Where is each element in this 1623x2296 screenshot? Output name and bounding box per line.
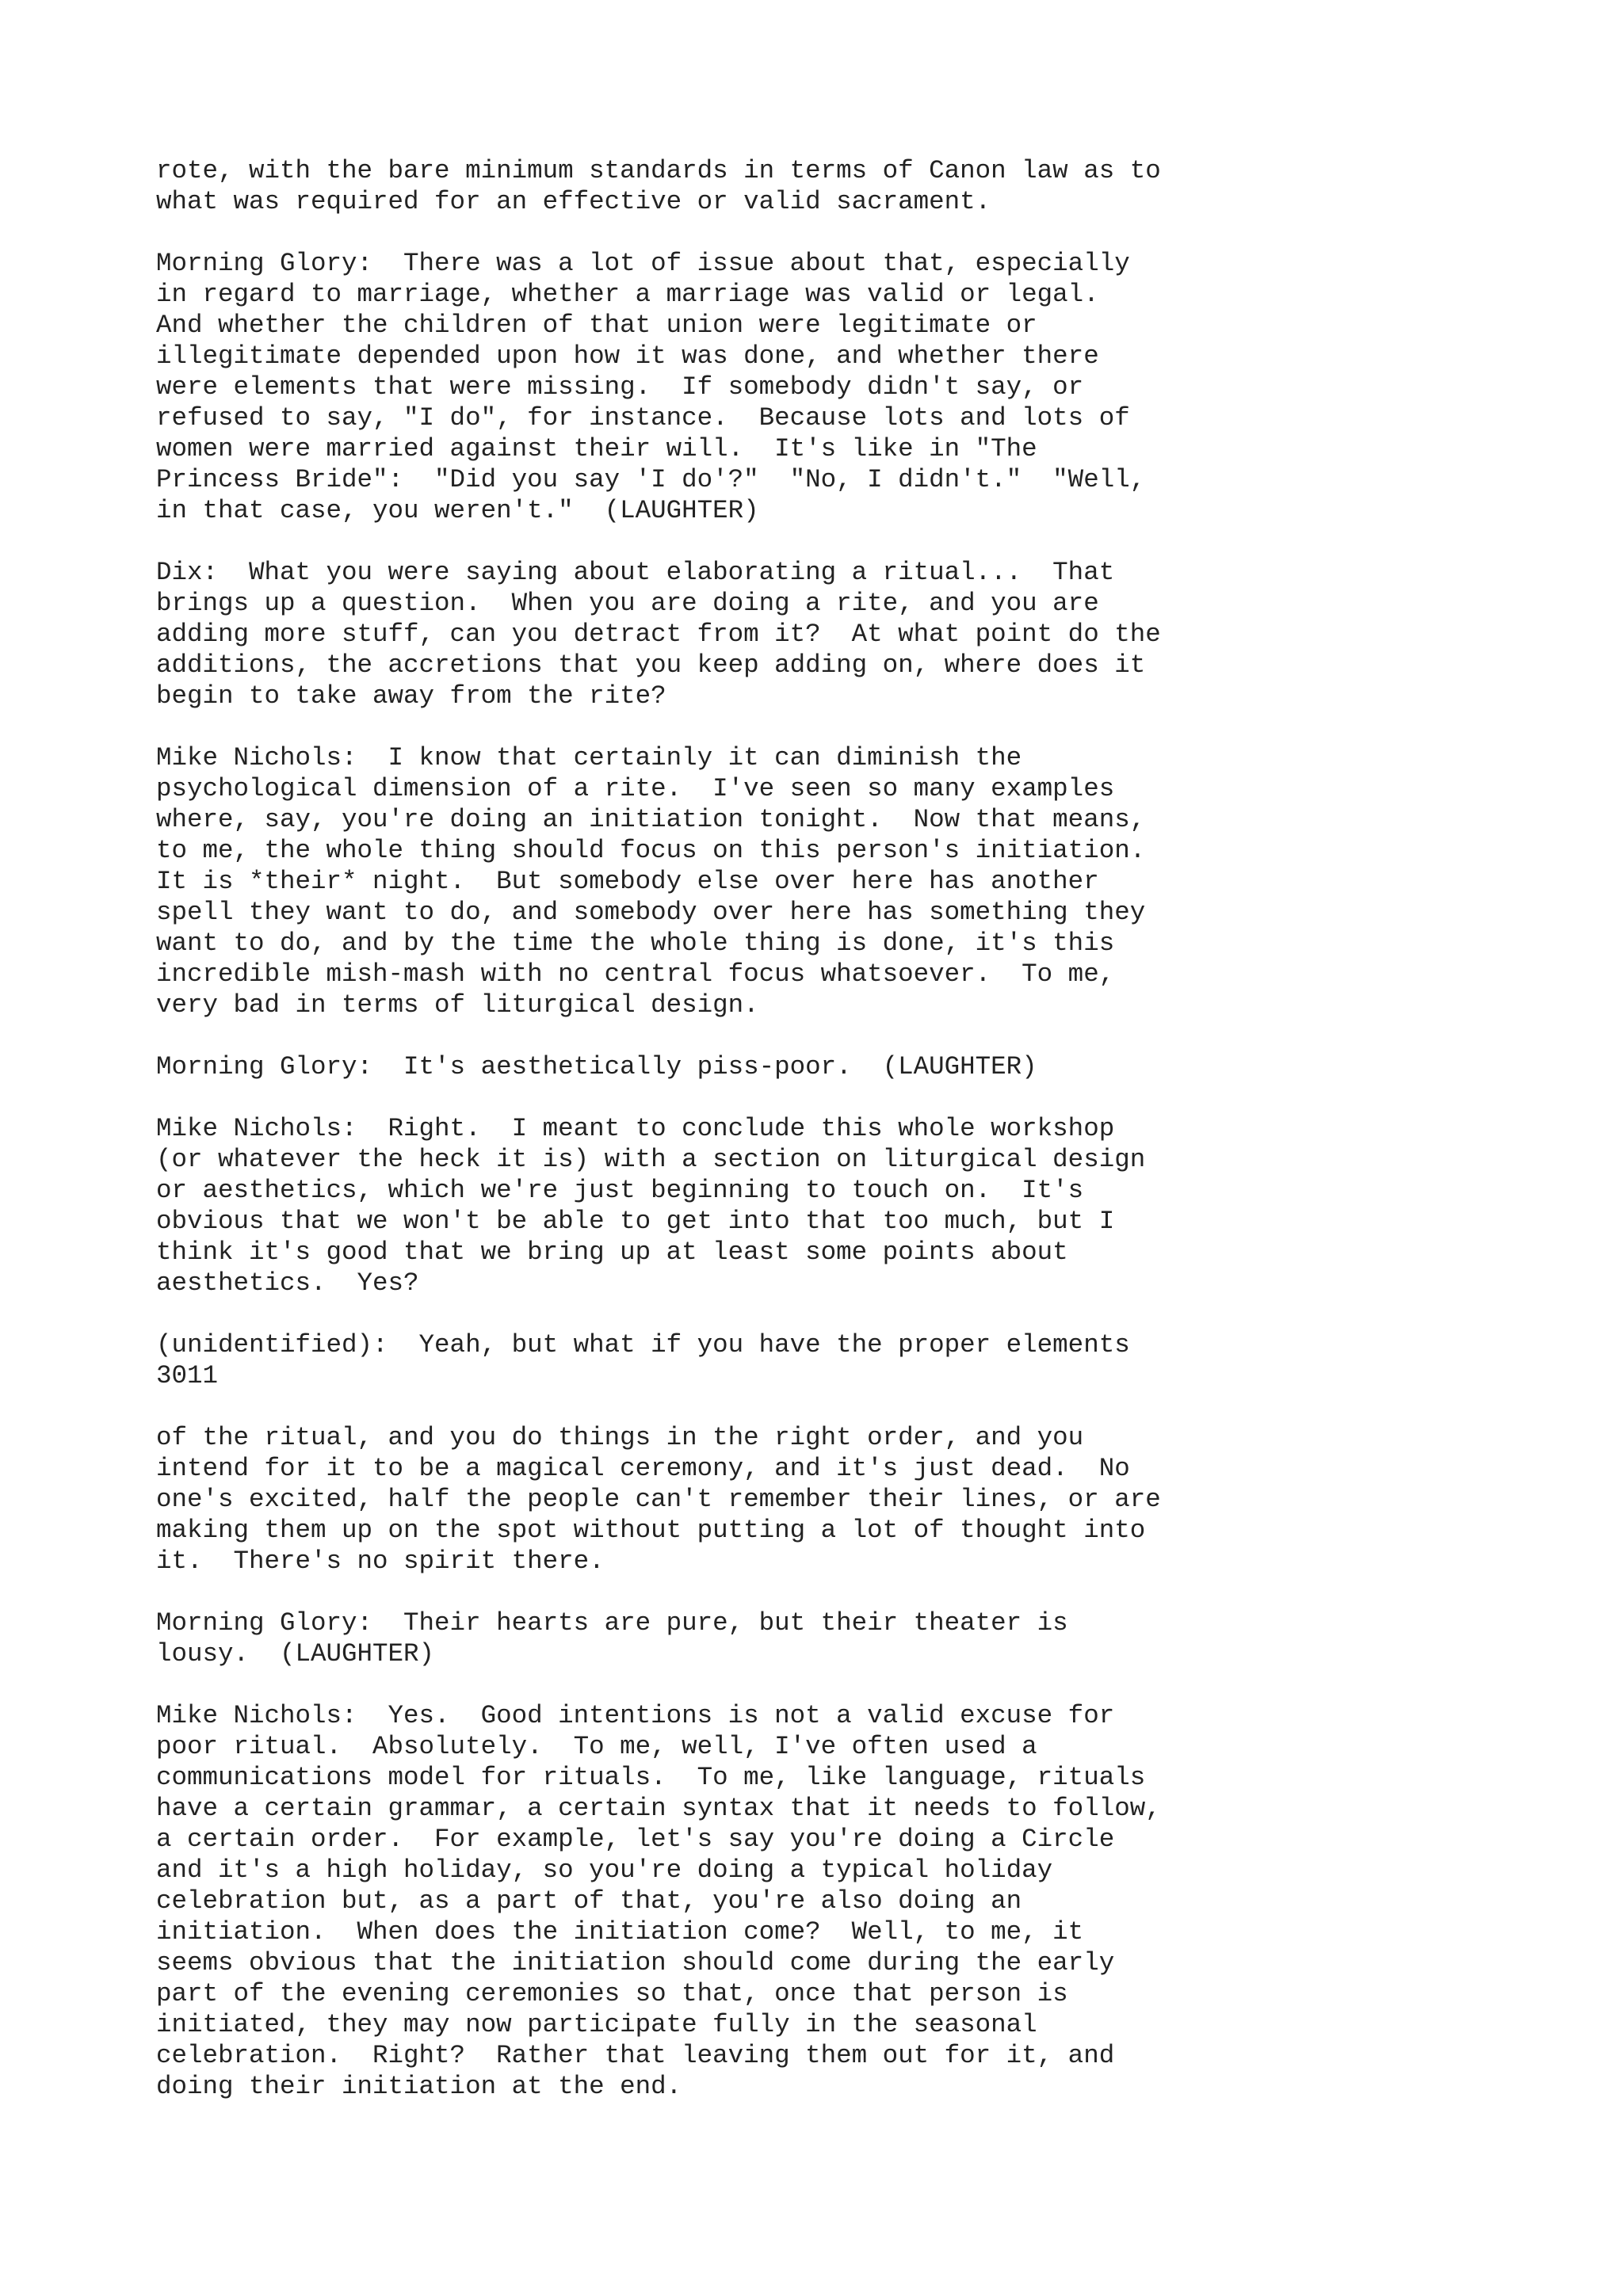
text-line: Mike Nichols: Yes. Good intentions is not a valid excuse for — [156, 1701, 1115, 1730]
text-line: Morning Glory: It's aesthetically piss-poor. (LAUGHTER) — [156, 1052, 1037, 1081]
text-line: illegitimate depended upon how it was done, and whether there — [156, 341, 1099, 371]
text-line: (unidentified): Yeah, but what if you have the proper elements — [156, 1330, 1130, 1360]
transcript-body — [156, 155, 1503, 2102]
transcript-paragraph — [156, 155, 1503, 217]
text-line: rote, with the bare minimum standards in terms of Canon law as to — [156, 156, 1161, 185]
text-line: Morning Glory: There was a lot of issue about that, especially — [156, 249, 1130, 278]
transcript-paragraph — [156, 1700, 1503, 2102]
text-line: And whether the children of that union were legitimate or — [156, 311, 1037, 340]
text-line: in that case, you weren't." (LAUGHTER) — [156, 496, 759, 525]
transcript-paragraph — [156, 1113, 1503, 1299]
document-page — [156, 155, 1503, 2133]
page-number — [156, 1360, 1503, 1391]
text-line: and it's a high holiday, so you're doing a typical holiday — [156, 1855, 1053, 1885]
transcript-paragraph — [156, 1329, 1503, 1360]
transcript-paragraph — [156, 1608, 1503, 1669]
text-line: lousy. (LAUGHTER) — [156, 1639, 435, 1669]
text-line: it. There's no spirit there. — [156, 1547, 605, 1576]
text-line: think it's good that we bring up at least some points about — [156, 1238, 1068, 1267]
text-line: initiation. When does the initiation come? Well, to me, it — [156, 1917, 1084, 1947]
transcript-paragraph — [156, 248, 1503, 526]
text-line: spell they want to do, and somebody over here has something they — [156, 898, 1146, 927]
text-line: very bad in terms of liturgical design. — [156, 990, 759, 1020]
text-line: celebration but, as a part of that, you're also doing an — [156, 1886, 1022, 1916]
text-line: refused to say, "I do", for instance. Because lots and lots of — [156, 403, 1130, 433]
transcript-paragraph — [156, 1051, 1503, 1082]
text-line: have a certain grammar, a certain syntax that it needs to follow, — [156, 1794, 1161, 1823]
text-line: begin to take away from the rite? — [156, 681, 666, 711]
text-line: initiated, they may now participate fully in the seasonal — [156, 2010, 1037, 2039]
text-line: were elements that were missing. If somebody didn't say, or — [156, 372, 1084, 402]
text-line: want to do, and by the time the whole thing is done, it's this — [156, 929, 1115, 958]
text-line: additions, the accretions that you keep adding on, where does it — [156, 650, 1146, 680]
text-line: aesthetics. Yes? — [156, 1268, 419, 1298]
text-line: intend for it to be a magical ceremony, and it's just dead. No — [156, 1454, 1130, 1483]
text-line: Mike Nichols: Right. I meant to conclude this whole workshop — [156, 1114, 1115, 1143]
text-line: adding more stuff, can you detract from it? At what point do the — [156, 620, 1161, 649]
text-line: making them up on the spot without putting a lot of thought into — [156, 1516, 1146, 1545]
text-line: what was required for an effective or valid sacrament. — [156, 187, 991, 216]
text-line: psychological dimension of a rite. I've seen so many examples — [156, 774, 1115, 803]
text-line: part of the evening ceremonies so that, once that person is — [156, 1979, 1068, 2008]
text-line: Mike Nichols: I know that certainly it can diminish the — [156, 743, 1022, 772]
text-line: a certain order. For example, let's say you're doing a Circle — [156, 1825, 1115, 1854]
transcript-paragraph — [156, 557, 1503, 711]
text-line: Dix: What you were saying about elaborating a ritual... That — [156, 558, 1115, 587]
text-line: communications model for rituals. To me, like language, rituals — [156, 1763, 1146, 1792]
text-line: (or whatever the heck it is) with a section on liturgical design — [156, 1145, 1146, 1174]
text-line: of the ritual, and you do things in the right order, and you — [156, 1423, 1084, 1452]
text-line: brings up a question. When you are doing a rite, and you are — [156, 589, 1099, 618]
text-line: 3011 — [156, 1361, 219, 1390]
text-line: Morning Glory: Their hearts are pure, but their theater is — [156, 1608, 1068, 1638]
text-line: Princess Bride": "Did you say 'I do'?" "No, I didn't." "Well, — [156, 465, 1146, 494]
text-line: or aesthetics, which we're just beginning to touch on. It's — [156, 1176, 1084, 1205]
text-line: to me, the whole thing should focus on this person's initiation. — [156, 836, 1146, 865]
text-line: doing their initiation at the end. — [156, 2072, 682, 2101]
transcript-paragraph — [156, 742, 1503, 1020]
text-line: incredible mish-mash with no central focus whatsoever. To me, — [156, 959, 1115, 989]
text-line: one's excited, half the people can't remember their lines, or are — [156, 1485, 1161, 1514]
text-line: poor ritual. Absolutely. To me, well, I've often used a — [156, 1732, 1037, 1761]
text-line: where, say, you're doing an initiation tonight. Now that means, — [156, 805, 1146, 834]
transcript-paragraph — [156, 1422, 1503, 1577]
text-line: in regard to marriage, whether a marriage was valid or legal. — [156, 280, 1099, 309]
text-line: obvious that we won't be able to get into that too much, but I — [156, 1207, 1115, 1236]
text-line: It is *their* night. But somebody else over here has another — [156, 867, 1099, 896]
text-line: seems obvious that the initiation should come during the early — [156, 1948, 1115, 1978]
text-line: celebration. Right? Rather that leaving them out for it, and — [156, 2041, 1115, 2070]
text-line: women were married against their will. It's like in "The — [156, 434, 1037, 463]
